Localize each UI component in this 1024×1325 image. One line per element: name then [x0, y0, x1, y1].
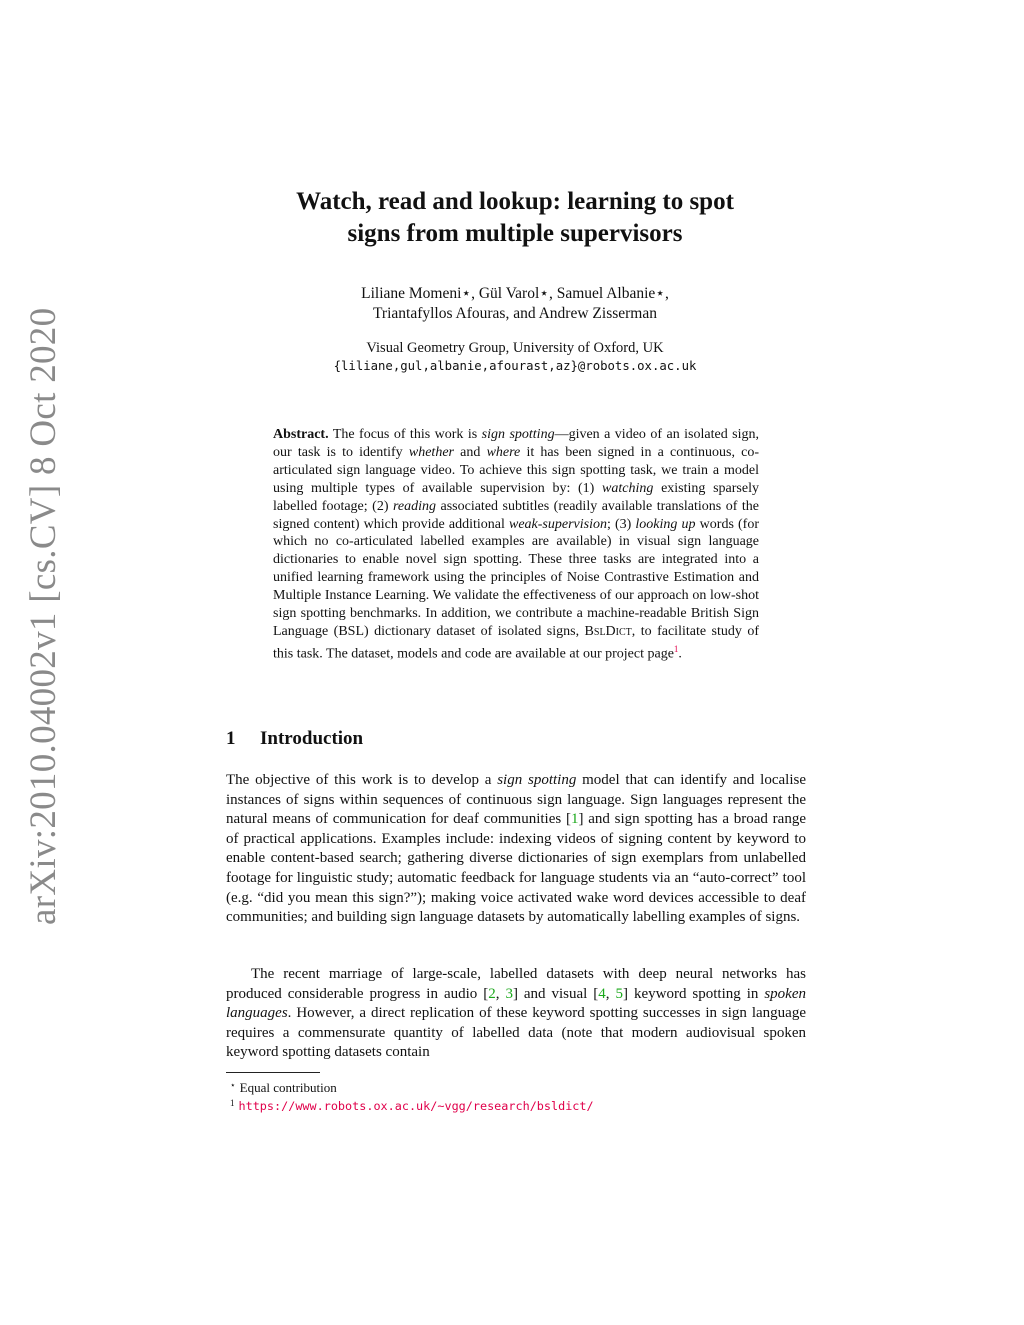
section-number: 1 — [226, 728, 236, 749]
abstract-emphasis: whether — [408, 444, 454, 460]
dataset-name: BslDict — [584, 623, 632, 639]
abstract-emphasis: weak-supervision — [508, 516, 607, 532]
abstract-text: The focus of this work is — [328, 427, 482, 442]
body-emphasis: spoken languages — [226, 985, 806, 1022]
abstract-emphasis: looking up — [635, 516, 696, 532]
body-text: The objective of this work is to develop a — [226, 772, 498, 788]
body-text: ] keyword spotting in — [623, 985, 765, 1002]
body-text: ] and sign spotting has a broad range of practical applications. Examples include: indexing videos of signing content by keyword to enable content-based search; gathering diverse dictionaries of sign exemplars from unlabelled footage for linguistic study; automatic feedback for language students via an “auto-correct” tool (e.g. “did you mean this sign?”); making voice activated wake word devices accessible to deaf communities; and building sign language datasets by automatically labelling examples of signs. — [226, 811, 806, 926]
footnote-text: Equal contribution — [239, 1080, 337, 1095]
intro-paragraph-1 — [226, 771, 806, 928]
citation-link[interactable]: 4 — [598, 985, 606, 1002]
footnote-link[interactable]: 1 — [673, 643, 679, 654]
abstract-emphasis: watching — [602, 480, 654, 496]
abstract-text: —given a video of an isolated sign, our task is to identify — [273, 427, 759, 460]
body-text: . However, a direct replication of these keyword spotting successes in sign language requires a commensurate quantity of labelled data (note that modern audiovisual spoken keyword spotting datasets contain — [226, 1005, 806, 1061]
affiliation — [200, 339, 830, 375]
abstract-text: existing sparsely labelled footage; (2) — [273, 480, 759, 514]
body-text: ] and visual [ — [512, 985, 599, 1002]
body-text: model that can identify and localise instances of signs within sequences of continuous sign language. Sign languages represent the natural means of communication for deaf communities [ — [226, 772, 806, 828]
author-list — [200, 284, 830, 324]
footnote-1 — [226, 1077, 806, 1096]
body-text: , — [495, 985, 506, 1002]
abstract-emphasis: sign spotting — [481, 427, 555, 442]
abstract-emphasis: where — [486, 444, 521, 460]
footnote-divider — [226, 1072, 320, 1073]
citation-link[interactable]: 3 — [505, 985, 513, 1002]
citation-link[interactable]: 5 — [615, 985, 624, 1002]
section-title: Introduction — [260, 728, 364, 749]
authors-line-1: Liliane Momeni⋆, Gül Varol⋆, Samuel Albanie⋆, — [361, 285, 669, 302]
footnote-2 — [226, 1095, 806, 1115]
abstract-text: words (for which no co-articulated labelled examples are available) in visual sign language dictionaries to enable novel sign spotting. These three tasks are integrated into a unified learning framework using the principles of Noise Contrastive Estimation and Multiple Instance Learning. We validate the effectiveness of our approach on low-shot sign spotting benchmarks. In addition, we contribute a machine-readable British Sign Language (BSL) dictionary dataset of isolated signs, — [273, 516, 759, 639]
abstract — [273, 426, 759, 663]
citation-link[interactable]: 1 — [570, 811, 579, 828]
title-line-2: signs from multiple supervisors — [347, 220, 683, 247]
abstract-text: and — [453, 444, 487, 460]
title-line-1: Watch, read and lookup: learning to spot — [296, 188, 734, 215]
affiliation-name: Visual Geometry Group, University of Oxford, UK — [366, 340, 664, 356]
section-heading — [226, 727, 806, 751]
intro-paragraph-2 — [226, 965, 806, 1063]
abstract-label: Abstract. — [273, 427, 329, 442]
paper-title — [200, 186, 830, 250]
abstract-text: , to facilitate study of this task. The dataset, models and code are available at our project page — [273, 623, 759, 662]
abstract-emphasis: reading — [392, 498, 437, 514]
citation-link[interactable]: 2 — [488, 985, 496, 1002]
footnote-marker: 1 — [230, 1098, 235, 1108]
abstract-text: associated subtitles (readily available translations of the signed content) which provide additional — [273, 498, 759, 532]
author-emails: {liliane,gul,albanie,afourast,az}@robots.ox.ac.uk — [333, 359, 697, 373]
body-text: The recent marriage of large-scale, labelled datasets with deep neural networks has produced considerable progress in audio [ — [226, 966, 806, 1002]
footnote-marker: ⋆ — [230, 1080, 236, 1090]
abstract-text: it has been signed in a continuous, co-articulated sign language video. To achieve this sign spotting task, we train a model using multiple types of available supervision by: (1) — [273, 444, 760, 496]
body-text: , — [605, 985, 616, 1002]
authors-line-2: Triantafyllos Afouras, and Andrew Zisserman — [373, 305, 657, 322]
abstract-text: . — [678, 646, 682, 662]
body-emphasis: sign spotting — [497, 772, 577, 788]
arxiv-identifier: arXiv:2010.04002v1 [cs.CV] 8 Oct 2020 — [23, 307, 64, 925]
project-page-link[interactable]: https://www.robots.ox.ac.uk/~vgg/research/bsldict/ — [238, 1099, 594, 1113]
abstract-text: ; (3) — [606, 516, 636, 532]
